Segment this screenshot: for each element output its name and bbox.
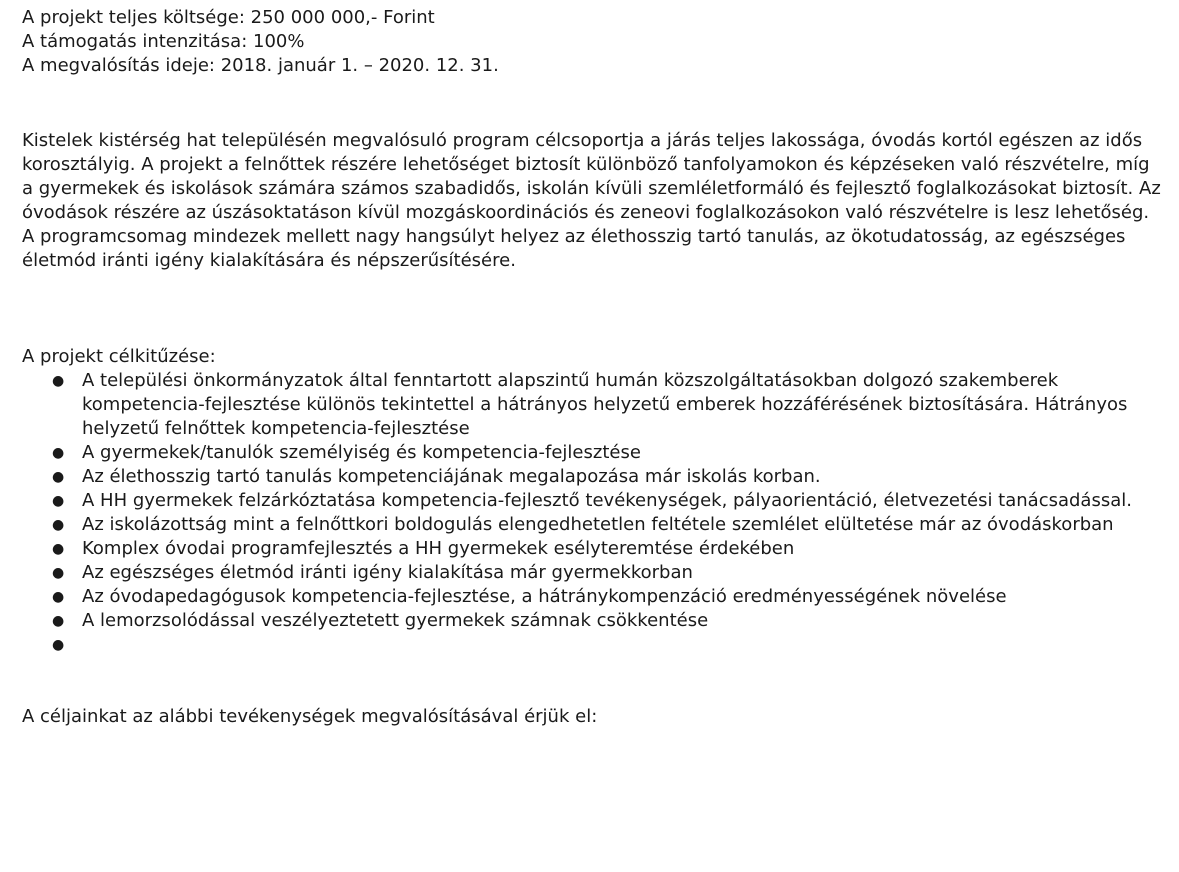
bullet-icon: ●	[52, 373, 65, 389]
list-item-text: Az óvodapedagógusok kompetencia-fejlesztése, a hátránykompenzáció eredményességének növelése	[82, 586, 1007, 607]
list-item-text: Komplex óvodai programfejlesztés a HH gyermekek esélyteremtése érdekében	[82, 538, 795, 559]
list-item-text: Az élethosszig tartó tanulás kompetenciájának megalapozása már iskolás korban.	[82, 466, 821, 487]
intro-paragraph: Kistelek kistérség hat településén megvalósuló program célcsoportja a járás teljes lakossága, óvodás kortól egészen az idős korosztályig. A projekt a felnőttek részére lehetőséget biztosít különböző tanfolyamokon és képzéseken való részvételre, míg a gyermekek és iskolások számára számos szabadidős, iskolán kívüli szemléletformáló és fejlesztő foglalkozásokat biztosít. Az óvodások részére az úszásoktatáson kívül mozgáskoordinációs és zeneovi foglalkozásokon való részvételre is lesz lehetőség. A programcsomag mindezek mellett nagy hangsúlyt helyez az élethosszig tartó tanulás, az ökotudatosság, az egészséges életmód iránti igény kialakítására és népszerűsítésére.	[22, 130, 1161, 271]
list-item-text: Az egészséges életmód iránti igény kialakítása már gyermekkorban	[82, 562, 693, 583]
list-item	[22, 585, 1162, 609]
bullet-icon: ●	[52, 541, 65, 557]
list-item	[22, 489, 1162, 513]
list-item-text: A HH gyermekek felzárkóztatása kompetencia-fejlesztő tevékenységek, pályaorientáció, életvezetési tanácsadással.	[82, 490, 1132, 511]
bullet-icon: ●	[52, 469, 65, 485]
list-item	[22, 633, 1162, 657]
list-item-text: Az iskolázottság mint a felnőttkori boldogulás elengedhetetlen feltétele szemlélet elültetése már az óvodáskorban	[82, 514, 1114, 535]
support-intensity: A támogatás intenzitása: 100%	[22, 31, 305, 52]
goals-list	[22, 369, 1162, 657]
list-item	[22, 609, 1162, 633]
list-item	[22, 537, 1162, 561]
list-item	[22, 513, 1162, 537]
list-item	[22, 561, 1162, 585]
list-item	[22, 441, 1162, 465]
list-item-text: A lemorzsolódással veszélyeztetett gyermekek számnak csökkentése	[82, 610, 709, 631]
closing-sentence: A céljainkat az alábbi tevékenységek megvalósításával érjük el:	[22, 706, 598, 727]
bullet-icon: ●	[52, 445, 65, 461]
bullet-icon: ●	[52, 589, 65, 605]
project-cost: A projekt teljes költsége: 250 000 000,- Forint	[22, 7, 435, 28]
bullet-icon: ●	[52, 517, 65, 533]
implementation-period: A megvalósítás ideje: 2018. január 1. – 2020. 12. 31.	[22, 55, 499, 76]
bullet-icon: ●	[52, 565, 65, 581]
list-item-text: A gyermekek/tanulók személyiség és kompetencia-fejlesztése	[82, 442, 641, 463]
list-item	[22, 465, 1162, 489]
goals-title: A projekt célkitűzése:	[22, 346, 216, 367]
list-item	[22, 369, 1162, 441]
bullet-icon: ●	[52, 613, 65, 629]
bullet-icon: ●	[52, 493, 65, 509]
list-item-text: A települési önkormányzatok által fenntartott alapszintű humán közszolgáltatásokban dolgozó szakemberek kompetencia-fejlesztése különös tekintettel a hátrányos helyzetű emberek hozzáférésének biztosítására. Hátrányos helyzetű felnőttek kompetencia-fejlesztése	[82, 370, 1128, 439]
bullet-icon: ●	[52, 637, 65, 653]
project-info	[22, 6, 499, 78]
